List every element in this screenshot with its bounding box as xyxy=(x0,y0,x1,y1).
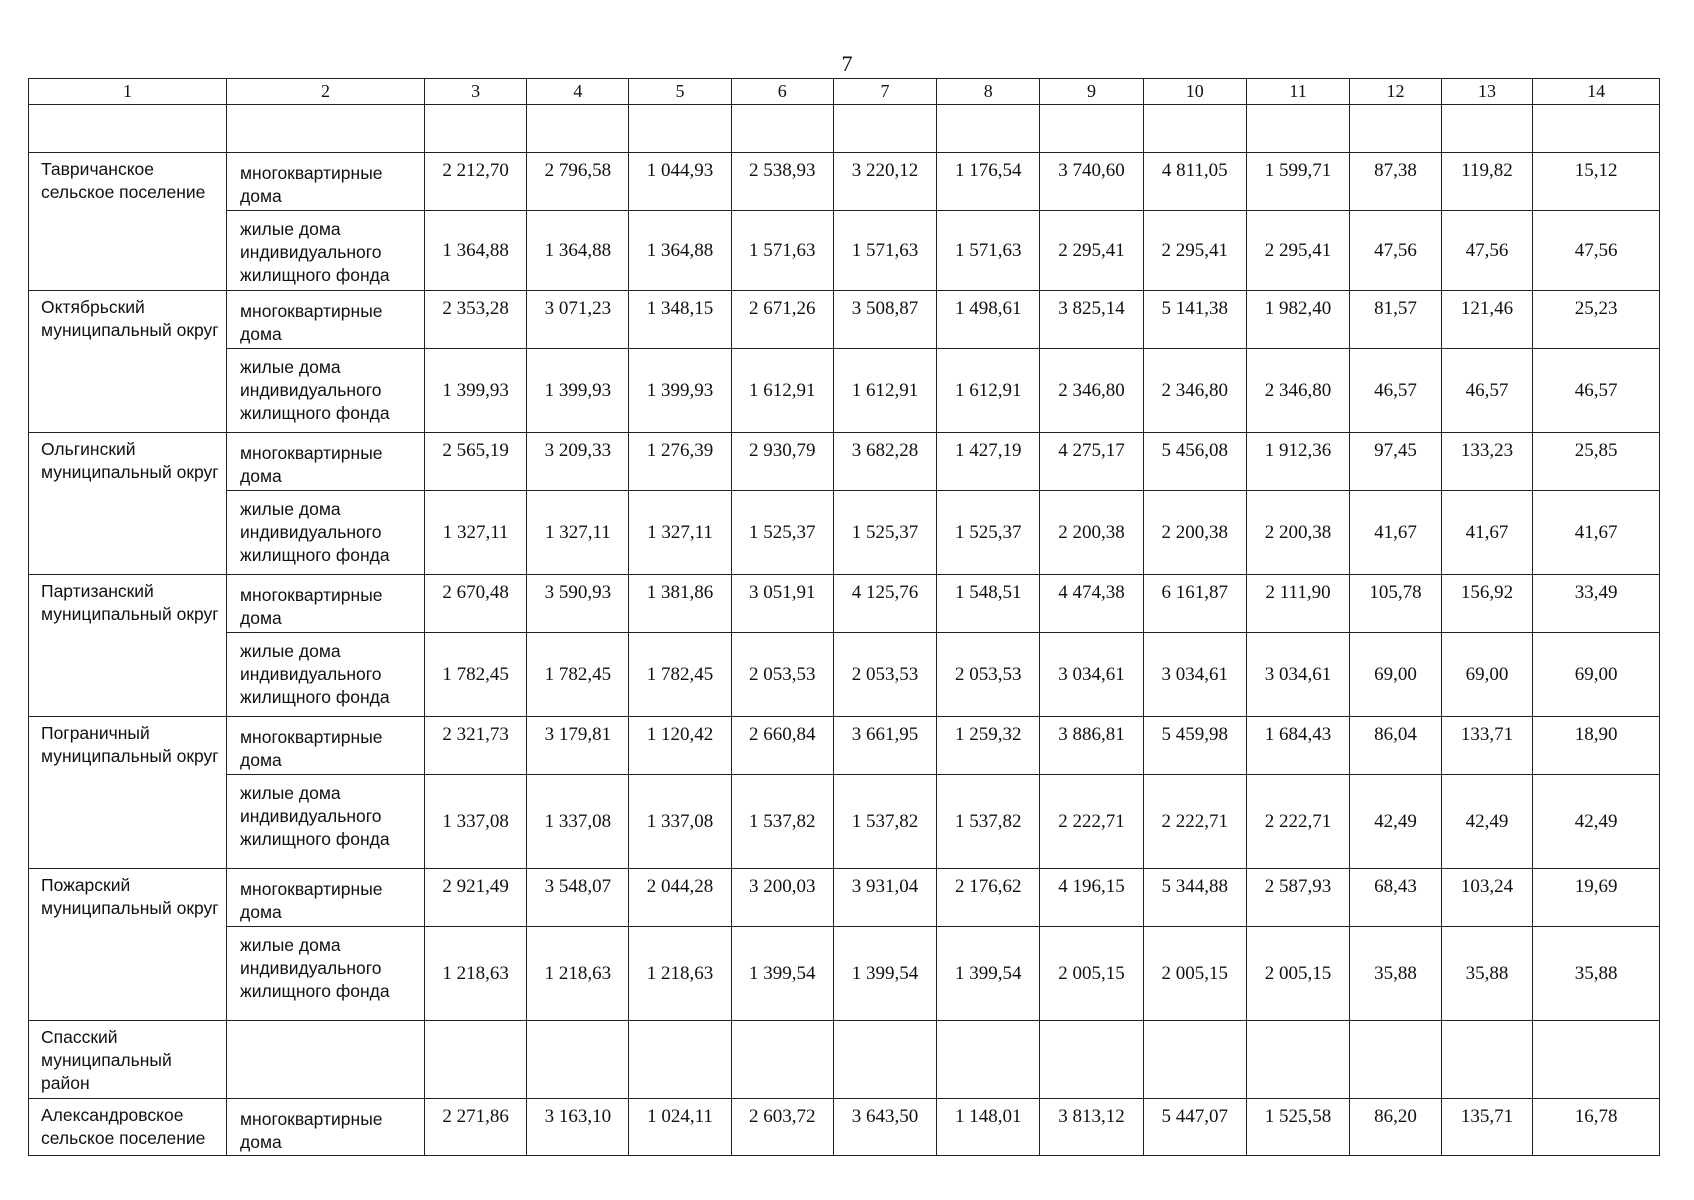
value-cell: 6 161,87 xyxy=(1143,575,1246,633)
value-cell: 41,67 xyxy=(1533,491,1660,575)
value-cell: 2 603,72 xyxy=(731,1099,833,1156)
column-header: 2 xyxy=(227,79,425,105)
value-cell: 1 537,82 xyxy=(731,775,833,869)
value-cell: 2 212,70 xyxy=(425,153,527,211)
value-cell: 133,71 xyxy=(1441,717,1533,775)
value-cell: 1 044,93 xyxy=(629,153,731,211)
empty-cell xyxy=(1040,105,1143,153)
value-cell: 1 337,08 xyxy=(425,775,527,869)
column-header: 10 xyxy=(1143,79,1246,105)
value-cell: 2 005,15 xyxy=(1040,927,1143,1021)
empty-cell xyxy=(1350,105,1442,153)
value-cell: 2 538,93 xyxy=(731,153,833,211)
value-cell: 1 259,32 xyxy=(937,717,1040,775)
value-cell: 81,57 xyxy=(1350,291,1442,349)
value-cell: 33,49 xyxy=(1533,575,1660,633)
value-cell: 1 337,08 xyxy=(527,775,629,869)
value-cell: 2 222,71 xyxy=(1040,775,1143,869)
table-row xyxy=(29,433,1660,491)
value-cell: 16,78 xyxy=(1533,1099,1660,1156)
value-cell: 1 571,63 xyxy=(833,211,936,291)
table-row xyxy=(29,1099,1660,1156)
value-cell: 3 590,93 xyxy=(527,575,629,633)
value-cell: 1 399,93 xyxy=(425,349,527,433)
empty-cell xyxy=(527,105,629,153)
column-header: 14 xyxy=(1533,79,1660,105)
value-cell: 5 447,07 xyxy=(1143,1099,1246,1156)
value-cell xyxy=(731,1021,833,1099)
value-cell: 1 337,08 xyxy=(629,775,731,869)
value-cell: 47,56 xyxy=(1350,211,1442,291)
column-header: 6 xyxy=(731,79,833,105)
empty-cell xyxy=(1143,105,1246,153)
value-cell: 35,88 xyxy=(1350,927,1442,1021)
value-cell xyxy=(1143,1021,1246,1099)
housing-type: многоквартирные дома xyxy=(227,291,425,349)
value-cell: 103,24 xyxy=(1441,869,1533,927)
value-cell: 3 034,61 xyxy=(1246,633,1349,717)
value-cell xyxy=(1441,1021,1533,1099)
value-cell: 1 525,37 xyxy=(731,491,833,575)
value-cell: 105,78 xyxy=(1350,575,1442,633)
value-cell: 2 346,80 xyxy=(1246,349,1349,433)
value-cell: 1 399,54 xyxy=(833,927,936,1021)
tariff-table xyxy=(28,78,1660,1156)
value-cell: 5 141,38 xyxy=(1143,291,1246,349)
table-body xyxy=(29,79,1660,1156)
value-cell: 1 571,63 xyxy=(937,211,1040,291)
value-cell: 1 364,88 xyxy=(425,211,527,291)
housing-type: многоквартирные дома xyxy=(227,717,425,775)
value-cell: 2 053,53 xyxy=(833,633,936,717)
housing-type: многоквартирные дома xyxy=(227,433,425,491)
empty-cell xyxy=(937,105,1040,153)
value-cell: 87,38 xyxy=(1350,153,1442,211)
value-cell xyxy=(1246,1021,1349,1099)
value-cell: 46,57 xyxy=(1350,349,1442,433)
value-cell: 2 353,28 xyxy=(425,291,527,349)
empty-cell xyxy=(227,105,425,153)
value-cell: 3 643,50 xyxy=(833,1099,936,1156)
table-row xyxy=(29,291,1660,349)
value-cell: 1 525,37 xyxy=(833,491,936,575)
value-cell xyxy=(629,1021,731,1099)
value-cell: 1 612,91 xyxy=(833,349,936,433)
value-cell: 1 399,54 xyxy=(937,927,1040,1021)
value-cell: 2 921,49 xyxy=(425,869,527,927)
value-cell: 119,82 xyxy=(1441,153,1533,211)
value-cell: 3 209,33 xyxy=(527,433,629,491)
column-header: 1 xyxy=(29,79,227,105)
value-cell: 86,04 xyxy=(1350,717,1442,775)
value-cell: 1 548,51 xyxy=(937,575,1040,633)
housing-type: многоквартирные дома xyxy=(227,1099,425,1156)
value-cell: 1 327,11 xyxy=(425,491,527,575)
value-cell: 1 912,36 xyxy=(1246,433,1349,491)
value-cell: 3 034,61 xyxy=(1143,633,1246,717)
value-cell: 3 740,60 xyxy=(1040,153,1143,211)
value-cell: 1 684,43 xyxy=(1246,717,1349,775)
value-cell: 2 053,53 xyxy=(937,633,1040,717)
empty-cell xyxy=(1441,105,1533,153)
value-cell: 1 612,91 xyxy=(731,349,833,433)
empty-cell xyxy=(833,105,936,153)
value-cell: 2 200,38 xyxy=(1246,491,1349,575)
table-row xyxy=(29,775,1660,869)
value-cell: 2 295,41 xyxy=(1040,211,1143,291)
value-cell: 1 218,63 xyxy=(425,927,527,1021)
value-cell: 3 886,81 xyxy=(1040,717,1143,775)
value-cell: 69,00 xyxy=(1533,633,1660,717)
value-cell: 3 200,03 xyxy=(731,869,833,927)
value-cell: 1 348,15 xyxy=(629,291,731,349)
value-cell: 1 276,39 xyxy=(629,433,731,491)
value-cell: 1 024,11 xyxy=(629,1099,731,1156)
value-cell: 15,12 xyxy=(1533,153,1660,211)
value-cell: 1 327,11 xyxy=(629,491,731,575)
value-cell: 3 825,14 xyxy=(1040,291,1143,349)
value-cell: 2 222,71 xyxy=(1246,775,1349,869)
value-cell: 1 612,91 xyxy=(937,349,1040,433)
empty-cell xyxy=(425,105,527,153)
value-cell xyxy=(937,1021,1040,1099)
value-cell: 2 222,71 xyxy=(1143,775,1246,869)
table-row xyxy=(29,633,1660,717)
value-cell: 41,67 xyxy=(1350,491,1442,575)
value-cell: 4 125,76 xyxy=(833,575,936,633)
value-cell: 2 200,38 xyxy=(1040,491,1143,575)
value-cell: 3 931,04 xyxy=(833,869,936,927)
value-cell: 1 982,40 xyxy=(1246,291,1349,349)
value-cell: 2 346,80 xyxy=(1143,349,1246,433)
value-cell: 2 565,19 xyxy=(425,433,527,491)
housing-type: жилые дома индивидуального жилищного фонда xyxy=(227,633,425,717)
housing-type: многоквартирные дома xyxy=(227,575,425,633)
value-cell: 1 148,01 xyxy=(937,1099,1040,1156)
value-cell xyxy=(833,1021,936,1099)
value-cell: 1 599,71 xyxy=(1246,153,1349,211)
page-number: 7 xyxy=(841,51,853,76)
value-cell xyxy=(1350,1021,1442,1099)
value-cell: 2 053,53 xyxy=(731,633,833,717)
value-cell: 19,69 xyxy=(1533,869,1660,927)
column-header: 13 xyxy=(1441,79,1533,105)
region-name: Александровское сельское поселение xyxy=(29,1099,227,1156)
value-cell: 1 537,82 xyxy=(833,775,936,869)
value-cell: 2 930,79 xyxy=(731,433,833,491)
column-header: 12 xyxy=(1350,79,1442,105)
housing-type xyxy=(227,1021,425,1099)
housing-type: многоквартирные дома xyxy=(227,869,425,927)
table-row xyxy=(29,575,1660,633)
region-name: Ольгинский муниципальный округ xyxy=(29,433,227,575)
value-cell: 3 071,23 xyxy=(527,291,629,349)
value-cell: 1 782,45 xyxy=(425,633,527,717)
value-cell: 2 346,80 xyxy=(1040,349,1143,433)
value-cell: 3 051,91 xyxy=(731,575,833,633)
housing-type: жилые дома индивидуального жилищного фонда xyxy=(227,349,425,433)
housing-type: жилые дома индивидуального жилищного фонда xyxy=(227,775,425,869)
value-cell: 1 525,37 xyxy=(937,491,1040,575)
value-cell: 42,49 xyxy=(1350,775,1442,869)
housing-type: жилые дома индивидуального жилищного фонда xyxy=(227,211,425,291)
value-cell: 1 327,11 xyxy=(527,491,629,575)
value-cell: 1 120,42 xyxy=(629,717,731,775)
value-cell: 3 813,12 xyxy=(1040,1099,1143,1156)
value-cell: 1 427,19 xyxy=(937,433,1040,491)
value-cell: 1 176,54 xyxy=(937,153,1040,211)
value-cell: 4 474,38 xyxy=(1040,575,1143,633)
column-header: 5 xyxy=(629,79,731,105)
table-row xyxy=(29,1021,1660,1099)
value-cell: 2 321,73 xyxy=(425,717,527,775)
value-cell: 86,20 xyxy=(1350,1099,1442,1156)
value-cell: 133,23 xyxy=(1441,433,1533,491)
empty-cell xyxy=(29,105,227,153)
value-cell: 2 111,90 xyxy=(1246,575,1349,633)
region-name: Тавричанское сельское поселение xyxy=(29,153,227,291)
empty-cell xyxy=(1533,105,1660,153)
value-cell: 3 034,61 xyxy=(1040,633,1143,717)
column-header: 8 xyxy=(937,79,1040,105)
table-row xyxy=(29,349,1660,433)
value-cell: 3 179,81 xyxy=(527,717,629,775)
value-cell: 1 381,86 xyxy=(629,575,731,633)
value-cell: 2 295,41 xyxy=(1246,211,1349,291)
value-cell: 1 364,88 xyxy=(527,211,629,291)
housing-type: многоквартирные дома xyxy=(227,153,425,211)
housing-type: жилые дома индивидуального жилищного фонда xyxy=(227,927,425,1021)
value-cell: 1 498,61 xyxy=(937,291,1040,349)
table-row xyxy=(29,927,1660,1021)
value-cell: 1 525,58 xyxy=(1246,1099,1349,1156)
value-cell: 1 399,93 xyxy=(629,349,731,433)
value-cell: 25,85 xyxy=(1533,433,1660,491)
column-header: 4 xyxy=(527,79,629,105)
value-cell: 69,00 xyxy=(1441,633,1533,717)
value-cell xyxy=(527,1021,629,1099)
value-cell: 121,46 xyxy=(1441,291,1533,349)
region-name: Спасский муниципальный район xyxy=(29,1021,227,1099)
empty-cell xyxy=(1246,105,1349,153)
value-cell: 2 295,41 xyxy=(1143,211,1246,291)
region-name: Пожарский муниципальный округ xyxy=(29,869,227,1021)
value-cell: 1 364,88 xyxy=(629,211,731,291)
value-cell: 5 344,88 xyxy=(1143,869,1246,927)
value-cell: 1 399,54 xyxy=(731,927,833,1021)
value-cell: 3 163,10 xyxy=(527,1099,629,1156)
table-row xyxy=(29,211,1660,291)
value-cell: 4 811,05 xyxy=(1143,153,1246,211)
column-number-row xyxy=(29,79,1660,105)
value-cell: 46,57 xyxy=(1441,349,1533,433)
value-cell: 2 796,58 xyxy=(527,153,629,211)
value-cell: 2 200,38 xyxy=(1143,491,1246,575)
value-cell: 42,49 xyxy=(1441,775,1533,869)
value-cell: 3 682,28 xyxy=(833,433,936,491)
value-cell: 3 661,95 xyxy=(833,717,936,775)
region-name: Октябрьский муниципальный округ xyxy=(29,291,227,433)
value-cell: 2 660,84 xyxy=(731,717,833,775)
value-cell: 1 218,63 xyxy=(629,927,731,1021)
value-cell: 3 508,87 xyxy=(833,291,936,349)
column-header: 3 xyxy=(425,79,527,105)
table-row xyxy=(29,153,1660,211)
value-cell: 4 275,17 xyxy=(1040,433,1143,491)
value-cell: 25,23 xyxy=(1533,291,1660,349)
table-row xyxy=(29,717,1660,775)
value-cell: 1 399,93 xyxy=(527,349,629,433)
column-header: 7 xyxy=(833,79,936,105)
value-cell: 2 005,15 xyxy=(1143,927,1246,1021)
value-cell: 135,71 xyxy=(1441,1099,1533,1156)
value-cell: 2 587,93 xyxy=(1246,869,1349,927)
value-cell: 41,67 xyxy=(1441,491,1533,575)
value-cell xyxy=(1040,1021,1143,1099)
value-cell: 2 044,28 xyxy=(629,869,731,927)
value-cell: 18,90 xyxy=(1533,717,1660,775)
value-cell: 5 459,98 xyxy=(1143,717,1246,775)
value-cell: 97,45 xyxy=(1350,433,1442,491)
value-cell xyxy=(1533,1021,1660,1099)
value-cell xyxy=(425,1021,527,1099)
value-cell: 1 218,63 xyxy=(527,927,629,1021)
table-row xyxy=(29,869,1660,927)
empty-cell xyxy=(629,105,731,153)
column-header: 11 xyxy=(1246,79,1349,105)
value-cell: 2 176,62 xyxy=(937,869,1040,927)
region-name: Партизанский муниципальный округ xyxy=(29,575,227,717)
value-cell: 156,92 xyxy=(1441,575,1533,633)
value-cell: 47,56 xyxy=(1441,211,1533,291)
value-cell: 68,43 xyxy=(1350,869,1442,927)
value-cell: 1 782,45 xyxy=(527,633,629,717)
table-row xyxy=(29,491,1660,575)
value-cell: 2 271,86 xyxy=(425,1099,527,1156)
value-cell: 69,00 xyxy=(1350,633,1442,717)
value-cell: 5 456,08 xyxy=(1143,433,1246,491)
blank-row xyxy=(29,105,1660,153)
region-name: Пограничный муниципальный округ xyxy=(29,717,227,869)
empty-cell xyxy=(731,105,833,153)
value-cell: 4 196,15 xyxy=(1040,869,1143,927)
value-cell: 1 537,82 xyxy=(937,775,1040,869)
value-cell: 3 220,12 xyxy=(833,153,936,211)
value-cell: 42,49 xyxy=(1533,775,1660,869)
value-cell: 47,56 xyxy=(1533,211,1660,291)
value-cell: 35,88 xyxy=(1441,927,1533,1021)
value-cell: 35,88 xyxy=(1533,927,1660,1021)
value-cell: 46,57 xyxy=(1533,349,1660,433)
value-cell: 1 571,63 xyxy=(731,211,833,291)
value-cell: 2 671,26 xyxy=(731,291,833,349)
column-header: 9 xyxy=(1040,79,1143,105)
housing-type: жилые дома индивидуального жилищного фонда xyxy=(227,491,425,575)
value-cell: 2 005,15 xyxy=(1246,927,1349,1021)
value-cell: 2 670,48 xyxy=(425,575,527,633)
value-cell: 1 782,45 xyxy=(629,633,731,717)
value-cell: 3 548,07 xyxy=(527,869,629,927)
